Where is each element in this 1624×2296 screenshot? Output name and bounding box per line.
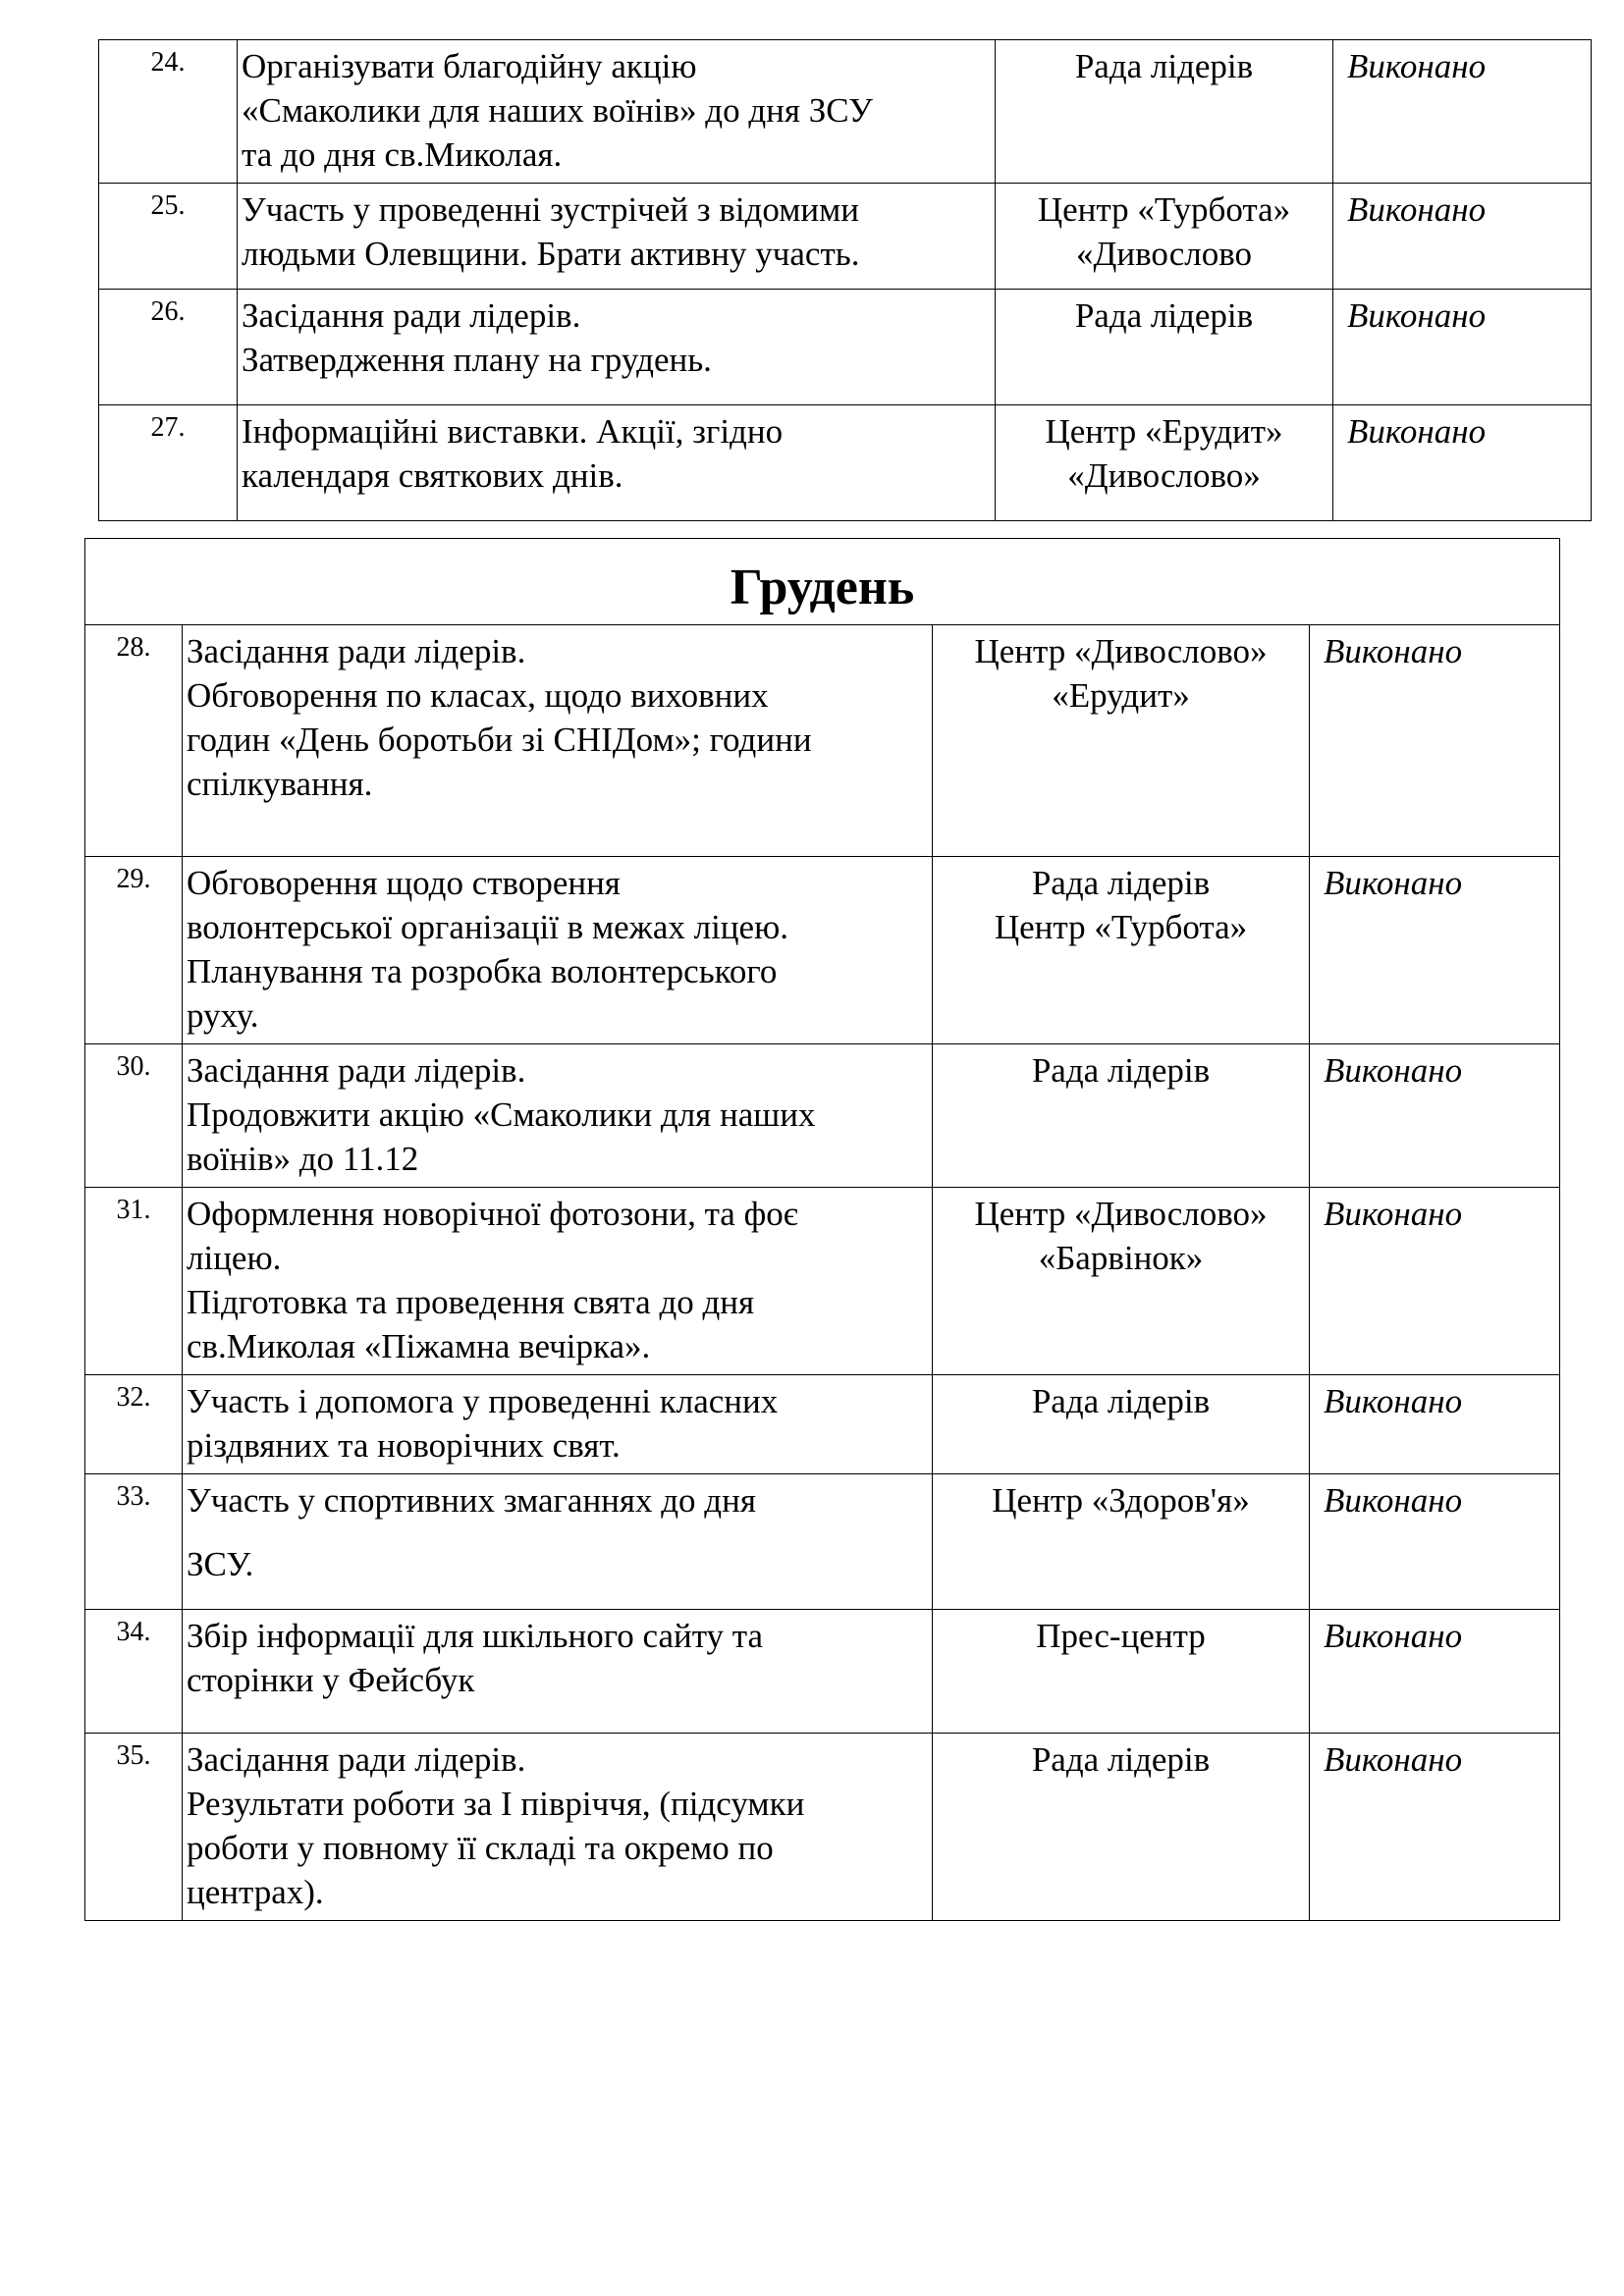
event-description: Оформлення новорічної фотозони, та фоє ліцею. Підготовка та проведення свята до дня св.Миколая «Піжамна вечірка». [183, 1188, 933, 1375]
responsible-party: Центр «Здоров'я» [933, 1474, 1310, 1610]
table-row [85, 1474, 1560, 1610]
event-description: Засідання ради лідерів. Продовжити акцію «Смаколики для наших воїнів» до 11.12 [183, 1044, 933, 1188]
month-heading: Грудень [85, 539, 1560, 625]
row-number: 32. [85, 1375, 183, 1474]
status-text: Виконано [1310, 1044, 1560, 1188]
event-description: Засідання ради лідерів. Результати роботи за І півріччя, (підсумки роботи у повному її складі та окремо по центрах). [183, 1734, 933, 1921]
status-text: Виконано [1333, 405, 1592, 521]
status-text: Виконано [1310, 625, 1560, 857]
plan-table-november [98, 39, 1592, 521]
row-number: 24. [99, 40, 238, 184]
status-text: Виконано [1333, 184, 1592, 290]
month-header-row [85, 539, 1560, 625]
row-number: 29. [85, 857, 183, 1044]
event-description: Участь у проведенні зустрічей з відомими людьми Олевщини. Брати активну участь. [238, 184, 996, 290]
row-number: 30. [85, 1044, 183, 1188]
event-description: Обговорення щодо створення волонтерської організації в межах ліцею. Планування та розробка волонтерського руху. [183, 857, 933, 1044]
row-number: 26. [99, 290, 238, 405]
table-row [85, 625, 1560, 857]
event-description: Участь і допомога у проведенні класних різдвяних та новорічних свят. [183, 1375, 933, 1474]
responsible-party: Рада лідерів [996, 40, 1333, 184]
status-text: Виконано [1310, 1610, 1560, 1734]
status-text: Виконано [1333, 290, 1592, 405]
status-text: Виконано [1310, 1474, 1560, 1610]
event-description: Участь у спортивних змаганнях до дня ЗСУ. [183, 1474, 933, 1610]
table-row [99, 290, 1592, 405]
table-row [85, 1610, 1560, 1734]
responsible-party: Рада лідерів [996, 290, 1333, 405]
status-text: Виконано [1310, 857, 1560, 1044]
row-number: 27. [99, 405, 238, 521]
responsible-party: Рада лідерів Центр «Турбота» [933, 857, 1310, 1044]
table-row [99, 184, 1592, 290]
responsible-party: Центр «Дивослово» «Барвінок» [933, 1188, 1310, 1375]
row-number: 33. [85, 1474, 183, 1610]
row-number: 34. [85, 1610, 183, 1734]
status-text: Виконано [1333, 40, 1592, 184]
event-description: Засідання ради лідерів. Затвердження плану на грудень. [238, 290, 996, 405]
row-number: 31. [85, 1188, 183, 1375]
table-row [99, 40, 1592, 184]
table-row [99, 405, 1592, 521]
table-row [85, 1375, 1560, 1474]
event-description: Засідання ради лідерів. Обговорення по класах, щодо виховних годин «День боротьби зі СНІДом»; години спілкування. [183, 625, 933, 857]
table-row [85, 857, 1560, 1044]
row-number: 25. [99, 184, 238, 290]
status-text: Виконано [1310, 1734, 1560, 1921]
responsible-party: Центр «Дивослово» «Ерудит» [933, 625, 1310, 857]
responsible-party: Центр «Турбота» «Дивослово [996, 184, 1333, 290]
table-row [85, 1044, 1560, 1188]
status-text: Виконано [1310, 1188, 1560, 1375]
table-row [85, 1734, 1560, 1921]
row-number: 28. [85, 625, 183, 857]
row-number: 35. [85, 1734, 183, 1921]
event-description: Збір інформації для шкільного сайту та сторінки у Фейсбук [183, 1610, 933, 1734]
responsible-party: Рада лідерів [933, 1375, 1310, 1474]
event-description: Організувати благодійну акцію «Смаколики для наших воїнів» до дня ЗСУ та до дня св.Миколая. [238, 40, 996, 184]
status-text: Виконано [1310, 1375, 1560, 1474]
responsible-party: Рада лідерів [933, 1734, 1310, 1921]
table-row [85, 1188, 1560, 1375]
event-description: Інформаційні виставки. Акції, згідно календаря святкових днів. [238, 405, 996, 521]
responsible-party: Центр «Ерудит» «Дивослово» [996, 405, 1333, 521]
plan-table-december [84, 538, 1560, 1921]
responsible-party: Рада лідерів [933, 1044, 1310, 1188]
responsible-party: Прес-центр [933, 1610, 1310, 1734]
